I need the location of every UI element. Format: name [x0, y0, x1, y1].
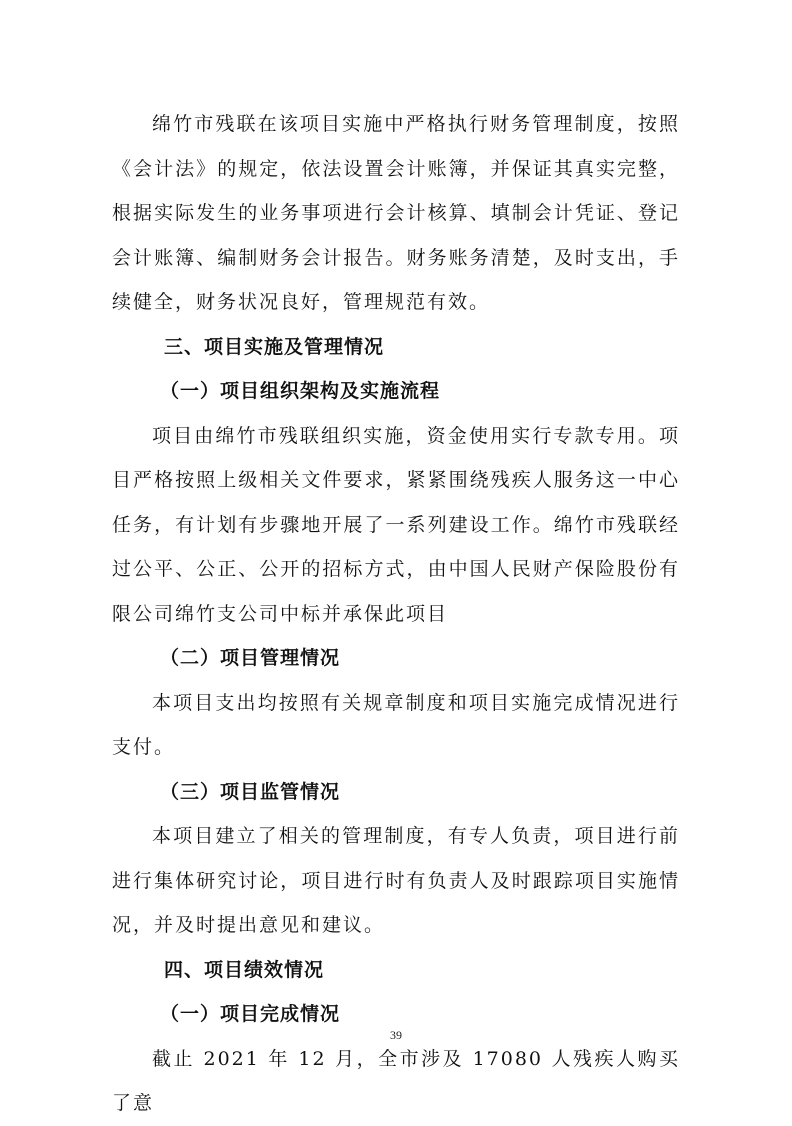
- paragraph-project-supervision: 本项目建立了相关的管理制度，有专人负责，项目进行前进行集体研究讨论，项目进行时有负责人及时跟踪项目实施情况，并及时提出意见和建议。: [112, 825, 680, 936]
- subheading-organization-process: （一）项目组织架构及实施流程: [160, 380, 441, 402]
- page-body: [112, 102, 680, 1126]
- heading-performance: 四、项目绩效情况: [164, 958, 325, 981]
- subheading-completion: （一）项目完成情况: [160, 1003, 341, 1025]
- paragraph-financial-management: 绵竹市残联在该项目实施中严格执行财务管理制度，按照《会计法》的规定，依法设置会计账簿，并保证其真实完整，根据实际发生的业务事项进行会计核算、填制会计凭证、登记会计账簿、编制财务会计报告。财务账务清楚，及时支出，手续健全，财务状况良好，管理规范有效。: [112, 113, 680, 313]
- page-number: 39: [390, 1028, 402, 1042]
- paragraph-completion: 截止 2021 年 12 月，全市涉及 17080 人残疾人购买了意: [112, 1047, 680, 1114]
- subheading-project-management: （二）项目管理情况: [160, 647, 341, 669]
- paragraph-project-management: 本项目支出均按照有关规章制度和项目实施完成情况进行支付。: [112, 691, 680, 758]
- subheading-project-supervision: （三）项目监管情况: [160, 780, 341, 803]
- heading-implementation-management: 三、项目实施及管理情况: [164, 335, 385, 358]
- paragraph-organization-process: 项目由绵竹市残联组织实施，资金使用实行专款专用。项目严格按照上级相关文件要求，紧紧围绕残疾人服务这一中心任务，有计划有步骤地开展了一系列建设工作。绵竹市残联经过公平、公正、公开的招标方式，由中国人民财产保险股份有限公司绵竹支公司中标并承保此项目: [112, 424, 680, 625]
